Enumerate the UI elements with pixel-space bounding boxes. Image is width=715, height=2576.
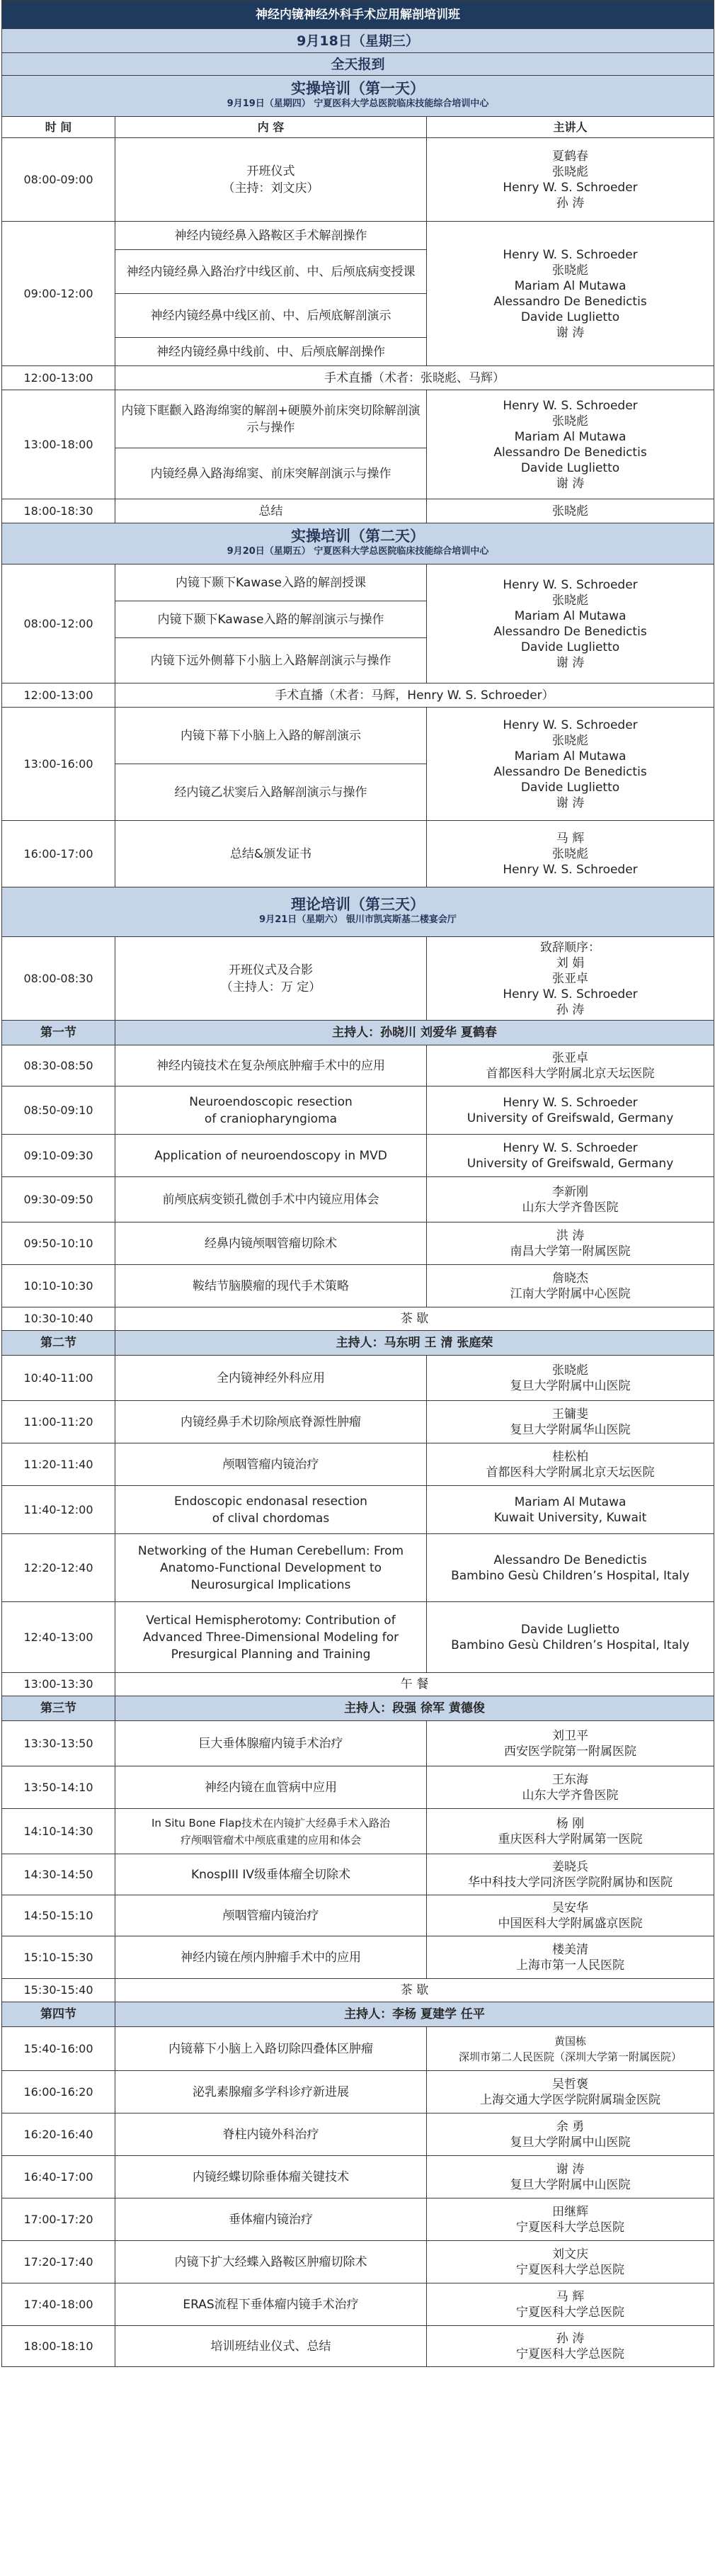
table-row [2,1177,714,1222]
row-time: 12:00-13:00 [2,683,115,708]
table-cell [115,138,427,222]
cell-text: 黄国栋 [554,2034,586,2048]
cell-text: Bambino Gesù Children’s Hospital, Italy [451,1568,690,1583]
cell-text: 山东大学齐鲁医院 [522,1788,619,1803]
cell-text: 18:00-18:10 [2,2326,115,2367]
table-cell [427,2241,714,2283]
cell-text: 张晓彪 [552,164,588,179]
cell-text: 华中科技大学同济医学院附属协和医院 [468,1875,673,1890]
table-cell [427,1809,714,1854]
table-cell [427,1135,714,1177]
cell-text: Neuroendoscopic resection [189,1094,353,1109]
cell-text: Henry W. S. Schroeder [503,1140,638,1155]
section-hosts: 主持人：李杨 夏建学 任平 [115,2002,714,2027]
table-row [2,1602,714,1673]
row-time: 13:00-16:00 [2,708,115,821]
cell-text: 14:50-15:10 [2,1895,115,1936]
cell-text: 16:00-16:20 [2,2071,115,2113]
day2-header [2,523,714,564]
cell-text: 谢 涛 [556,476,585,491]
cell-text: 11:00-11:20 [2,1401,115,1443]
cell-text: 17:20-17:40 [2,2241,115,2283]
cell-text: 谢 涛 [556,2162,585,2177]
section-hosts: 主持人：孙晓川 刘爱华 夏鹤春 [115,1021,714,1045]
row-speakers [427,708,714,821]
row-time: 12:00-13:00 [2,366,115,390]
table-row [2,1086,714,1135]
cell-text: Alessandro De Benedictis [493,764,647,779]
cell-text: 泌乳素腺瘤多学科诊疗新进展 [115,2071,427,2113]
row-topic: 神经内镜经鼻入路治疗中线区前、中、后颅底病变授课 [115,250,427,294]
day2-title: 实操培训（第二天） [291,527,425,545]
cell-text: 上海市第一人民医院 [516,1958,624,1973]
cell-text: 08:30-08:50 [2,1045,115,1086]
row-topic: 手术直播（术者：马辉，Henry W. S. Schroeder） [115,683,714,708]
row-time: 18:00-18:30 [2,499,115,523]
cell-text: 08:50-09:10 [2,1086,115,1135]
table-row [2,708,714,764]
cell-text: 刘卫平 [552,1728,588,1743]
col-time-header: 时 间 [2,117,115,138]
cell-text: 10:10-10:30 [2,1265,115,1307]
cell-text: 12:20-12:40 [2,1534,115,1602]
cell-text: 巨大垂体腺瘤内镜手术治疗 [115,1721,427,1766]
table-row [2,366,714,390]
cell-text: Davide Luglietto [520,460,620,475]
cell-text: Presurgical Planning and Training [171,1647,371,1662]
row-speakers [427,222,714,366]
section-header [2,2002,714,2027]
table-row [2,2156,714,2198]
cell-text: 10:30-10:40 [2,1307,115,1331]
cell-text: Henry W. S. Schroeder [503,180,638,195]
cell-text: 詹晓杰 [552,1271,588,1286]
cell-text: 江南大学附属中心医院 [510,1286,631,1301]
table-cell [115,1602,427,1673]
section-name: 第三节 [2,1696,115,1721]
table-cell [115,1809,427,1854]
row-topic: 内镜下眶颧入路海绵窦的解剖+硬膜外前床突切除解剖演示与操作 [115,390,427,448]
table-row [2,1443,714,1486]
day1-title: 实操培训（第一天） [291,79,425,97]
table-row [2,1401,714,1443]
cell-text: 首都医科大学附属北京天坛医院 [486,1066,655,1081]
cell-text: 颅咽管瘤内镜治疗 [115,1443,427,1486]
cell-text: 王镛斐 [552,1407,588,1422]
table-row [2,1854,714,1895]
table-row [2,564,714,601]
cell-text: 宁夏医科大学总医院 [516,2220,624,2235]
table-cell [427,2156,714,2198]
cell-text: 午 餐 [115,1673,714,1696]
section-header [2,1021,714,1045]
row-time: 13:00-18:00 [2,390,115,499]
cell-text: Alessandro De Benedictis [493,624,647,639]
cell-text: 鞍结节脑膜瘤的现代手术策略 [115,1265,427,1307]
cell-text: 16:40-17:00 [2,2156,115,2198]
table-row [2,2198,714,2241]
table-cell [427,1936,714,1979]
day3-title: 理论培训（第三天） [291,895,425,913]
section-header [2,1331,714,1356]
cell-text: Mariam Al Mutawa [514,1494,627,1509]
cell-text: Alessandro De Benedictis [493,294,647,309]
cell-text: 王东海 [552,1772,588,1787]
cell-text: 15:40-16:00 [2,2027,115,2071]
cell-text: Advanced Three-Dimensional Modeling for [142,1630,399,1645]
cell-text: 15:30-15:40 [2,1979,115,2002]
cell-text: Vertical Hemispherotomy: Contribution of [146,1613,396,1628]
cell-text: 13:00-13:30 [2,1673,115,1696]
cell-text: 疗颅咽管瘤术中颅底重建的应用和体会 [180,1833,361,1846]
cell-text: 复旦大学附属中山医院 [510,2177,631,2192]
row-time: 08:00-08:30 [2,937,115,1021]
cell-text: 复旦大学附属中山医院 [510,2135,631,2150]
section-name: 第一节 [2,1021,115,1045]
table-row [2,1721,714,1766]
table-row [2,821,714,887]
table-row [2,138,714,222]
cell-text: Mariam Al Mutawa [514,749,627,764]
cell-text: 16:20-16:40 [2,2113,115,2156]
table-cell [427,1222,714,1265]
cell-text: Henry W. S. Schroeder [503,717,638,732]
table-row [2,1809,714,1854]
cell-text: 首都医科大学附属北京天坛医院 [486,1465,655,1480]
row-topic: （主持：刘文庆） [222,181,319,195]
cell-text: 谢 涛 [556,655,585,670]
table-cell [427,1356,714,1401]
cell-text: 重庆医科大学附属第一医院 [498,1832,643,1846]
row-speakers [427,390,714,499]
cell-text: 西安医学院第一附属医院 [504,1744,636,1759]
cell-text: Henry W. S. Schroeder [503,862,638,877]
day2-subtitle: 9月20日（星期五） 宁夏医科大学总医院临床技能综合培训中心 [227,545,489,557]
table-row [2,1356,714,1401]
cell-text: 夏鹤春 [552,149,588,164]
cell-text: 11:40-12:00 [2,1486,115,1534]
cell-text: 谢 涛 [556,325,585,340]
cell-text: 宁夏医科大学总医院 [516,2262,624,2277]
cell-text: 09:30-09:50 [2,1177,115,1222]
cell-text: 神经内镜在血管病中应用 [115,1766,427,1809]
cell-text: Henry W. S. Schroeder [503,1095,638,1110]
cell-text: Davide Luglietto [520,780,620,795]
table-row [2,390,714,448]
cell-text: 颅咽管瘤内镜治疗 [115,1895,427,1936]
row-topic: 总结&颁发证书 [115,821,427,887]
table-cell [427,1086,714,1135]
cell-text: 马 辉 [556,2289,585,2304]
cell-text: 刘文庆 [552,2247,588,2262]
cell-text: 17:00-17:20 [2,2198,115,2241]
cell-text: 张晓彪 [552,1363,588,1378]
cell-text: 培训班结业仪式、总结 [115,2326,427,2367]
cell-text: 神经内镜在颅内肿瘤手术中的应用 [115,1936,427,1979]
cell-text: 孙 涛 [556,2331,585,2346]
cell-text: 上海交通大学医学院附属瑞金医院 [480,2092,660,2107]
table-cell [427,1486,714,1534]
cell-text: 13:30-13:50 [2,1721,115,1766]
cell-text: 致辞顺序： [540,940,600,955]
row-speakers [427,821,714,887]
section-header [2,1696,714,1721]
cell-text: 宁夏医科大学总医院 [516,2347,624,2361]
table-row [2,937,714,1021]
table-row [2,2241,714,2283]
section-name: 第二节 [2,1331,115,1356]
page-title: 神经内镜神经外科手术应用解剖培训班 [2,1,714,29]
cell-text: 12:40-13:00 [2,1602,115,1673]
cell-text: 谢 涛 [556,795,585,810]
table-row [2,2113,714,2156]
row-topic: 开班仪式 [246,164,295,178]
cell-text: 内镜下扩大经蝶入路鞍区肿瘤切除术 [115,2241,427,2283]
table-row [2,1895,714,1936]
cell-text: 孙 涛 [556,1002,585,1017]
table-cell [427,1265,714,1307]
cell-text: Davide Luglietto [520,1622,620,1637]
row-topic: 手术直播（术者：张晓彪、马辉） [115,366,714,390]
cell-text: 南昌大学第一附属医院 [510,1244,631,1259]
break-row [2,1673,714,1696]
cell-text: Henry W. S. Schroeder [503,247,638,262]
cell-text: 脊柱内镜外科治疗 [115,2113,427,2156]
cell-text: 15:10-15:30 [2,1936,115,1979]
row-speakers [427,937,714,1021]
table-cell [427,2027,714,2071]
cell-text: 内镜经鼻手术切除颅底脊源性肿瘤 [115,1401,427,1443]
cell-text: 09:50-10:10 [2,1222,115,1265]
day3-subtitle: 9月21日（星期六） 银川市凯宾斯基二楼宴会厅 [259,914,457,925]
break-row [2,1979,714,2002]
cell-text: 深圳市第二人民医院（深圳大学第一附属医院） [458,2050,682,2063]
cell-text: 茶 歇 [115,1979,714,2002]
row-topic: 内镜下幕下小脑上入路的解剖演示 [115,708,427,764]
row-time: 08:00-12:00 [2,564,115,683]
cell-text: 复旦大学附属中山医院 [510,1378,631,1393]
cell-text: Endoscopic endonasal resection [174,1494,367,1509]
cell-text: Alessandro De Benedictis [493,445,647,460]
table-cell [427,1602,714,1673]
cell-text: Mariam Al Mutawa [514,429,627,444]
row-time: 09:00-12:00 [2,222,115,366]
cell-text: Mariam Al Mutawa [514,608,627,623]
table-cell [115,1534,427,1602]
cell-text: 全内镜神经外科应用 [115,1356,427,1401]
section-name: 第四节 [2,2002,115,2027]
cell-text: 前颅底病变锁孔微创手术中内镜应用体会 [115,1177,427,1222]
section-hosts: 主持人：马东明 王 清 张庭荣 [115,1331,714,1356]
cell-text: Anatomo-Functional Development to [159,1560,382,1575]
cell-text: 张亚卓 [552,1050,588,1065]
table-row [2,683,714,708]
cell-text: of craniopharyngioma [204,1111,338,1126]
cell-text: Neurosurgical Implications [190,1577,351,1592]
table-cell [115,1486,427,1534]
table-cell [115,1086,427,1135]
table-row [2,499,714,523]
table-row [2,1486,714,1534]
table-cell [427,1177,714,1222]
table-row [2,2283,714,2326]
cell-text: 内镜经蝶切除垂体瘤关键技术 [115,2156,427,2198]
cell-text: Davide Luglietto [520,640,620,654]
cell-text: 楼美清 [552,1942,588,1957]
cell-text: 11:20-11:40 [2,1443,115,1486]
row-speakers [427,564,714,683]
cell-text: 中国医科大学附属盛京医院 [498,1916,643,1931]
cell-text: In Situ Bone Flap技术在内镜扩大经鼻手术入路治 [151,1816,391,1829]
cell-text: 张晓彪 [552,846,588,861]
row-speakers [427,138,714,222]
cell-text: of clival chordomas [212,1511,330,1526]
table-cell [427,2326,714,2367]
cell-text: 10:40-11:00 [2,1356,115,1401]
table-cell [427,1443,714,1486]
table-row [2,1135,714,1177]
schedule-table [1,0,714,2367]
table-cell [427,1401,714,1443]
table-cell [427,1534,714,1602]
cell-text: Henry W. S. Schroeder [503,398,638,413]
cell-text: University of Greifswald, Germany [467,1156,674,1171]
cell-text: 张晓彪 [552,414,588,429]
day1-header [2,76,714,117]
table-cell [427,2071,714,2113]
cell-text: 刘 娟 [556,955,585,970]
row-topic: （主持人：万 定） [220,980,321,994]
cell-text: Bambino Gesù Children’s Hospital, Italy [451,1638,690,1652]
day3-header [2,887,714,937]
row-topic: 内镜经鼻入路海绵窦、前床突解剖演示与操作 [115,448,427,499]
row-topic: 内镜下颞下Kawase入路的解剖授课 [115,564,427,601]
table-row [2,1265,714,1307]
table-row [2,1936,714,1979]
cell-text: KnospIII IV级垂体瘤全切除术 [115,1854,427,1895]
cell-text: Alessandro De Benedictis [493,1553,647,1567]
table-row [2,1045,714,1086]
cell-text: 马 辉 [556,831,585,846]
cell-text: Henry W. S. Schroeder [503,577,638,592]
cell-text: Henry W. S. Schroeder [503,987,638,1002]
cell-text: 杨 刚 [556,1816,585,1831]
row-time: 16:00-17:00 [2,821,115,887]
table-cell [427,1766,714,1809]
checkin-date: 9月18日（星期三） [2,29,714,53]
row-time: 08:00-09:00 [2,138,115,222]
cell-text: Kuwait University, Kuwait [493,1510,647,1525]
cell-text: 神经内镜技术在复杂颅底肿瘤手术中的应用 [115,1045,427,1086]
break-row [2,1307,714,1331]
table-row [2,2071,714,2113]
day1-subtitle: 9月19日（星期四） 宁夏医科大学总医院临床技能综合培训中心 [227,98,489,109]
cell-text: 17:40-18:00 [2,2283,115,2326]
table-cell [427,1854,714,1895]
cell-text: University of Greifswald, Germany [467,1111,674,1125]
row-topic: 经内镜乙状窦后入路解剖演示与操作 [115,764,427,821]
cell-text: 李新刚 [552,1184,588,1199]
section-hosts: 主持人：段强 徐军 黄德俊 [115,1696,714,1721]
cell-text: 14:30-14:50 [2,1854,115,1895]
cell-text: 张晓彪 [552,733,588,748]
cell-text: 张晓彪 [552,593,588,608]
cell-text: 孙 涛 [556,195,585,210]
cell-text: 宁夏医科大学总医院 [516,2305,624,2320]
row-topic: 神经内镜经鼻入路鞍区手术解剖操作 [115,222,427,250]
cell-text: 垂体瘤内镜治疗 [115,2198,427,2241]
row-topic: 开班仪式及合影 [229,963,313,977]
cell-text: Application of neuroendoscopy in MVD [115,1135,427,1177]
checkin-event: 全天报到 [2,53,714,76]
cell-text: Networking of the Human Cerebellum: From [137,1543,404,1558]
cell-text: 田继辉 [552,2204,588,2219]
table-row [2,2027,714,2071]
cell-text: 吴安华 [552,1900,588,1915]
table-cell [427,1721,714,1766]
row-topic: 总结 [115,499,427,523]
cell-text: 洪 涛 [556,1228,585,1243]
table-row [2,1534,714,1602]
table-cell [427,2198,714,2241]
cell-text: 张亚卓 [552,971,588,986]
cell-text: 桂松柏 [552,1449,588,1464]
cell-text: 09:10-09:30 [2,1135,115,1177]
cell-text: 13:50-14:10 [2,1766,115,1809]
cell-text: 余 勇 [556,2119,585,2134]
table-cell [427,2113,714,2156]
row-topic: 内镜下远外侧幕下小脑上入路解剖演示与操作 [115,638,427,683]
table-row [2,222,714,250]
table-cell [427,1895,714,1936]
cell-text: 山东大学齐鲁医院 [522,1200,619,1215]
row-topic: 内镜下颞下Kawase入路的解剖演示与操作 [115,601,427,638]
cell-text: ERAS流程下垂体瘤内镜手术治疗 [115,2283,427,2326]
cell-text: 茶 歇 [115,1307,714,1331]
table-row [2,1766,714,1809]
table-cell [427,2283,714,2326]
cell-text: 内镜幕下小脑上入路切除四叠体区肿瘤 [115,2027,427,2071]
row-topic: 神经内镜经鼻中线前、中、后颅底解剖操作 [115,338,427,366]
row-speakers: 张晓彪 [427,499,714,523]
cell-text: 复旦大学附属华山医院 [510,1422,631,1437]
cell-text: Mariam Al Mutawa [514,278,627,293]
table-row [2,2326,714,2367]
row-topic: 神经内镜经鼻中线区前、中、后颅底解剖演示 [115,294,427,338]
table-cell [115,937,427,1021]
cell-text: 吴哲褒 [552,2077,588,2092]
table-cell [427,1045,714,1086]
cell-text: Davide Luglietto [520,310,620,324]
col-content-header: 内 容 [115,117,427,138]
cell-text: 经鼻内镜颅咽管瘤切除术 [115,1222,427,1265]
cell-text: 14:10-14:30 [2,1809,115,1854]
table-row [2,1222,714,1265]
cell-text: 姜晓兵 [552,1859,588,1874]
cell-text: 张晓彪 [552,263,588,278]
col-speaker-header: 主讲人 [427,117,714,138]
